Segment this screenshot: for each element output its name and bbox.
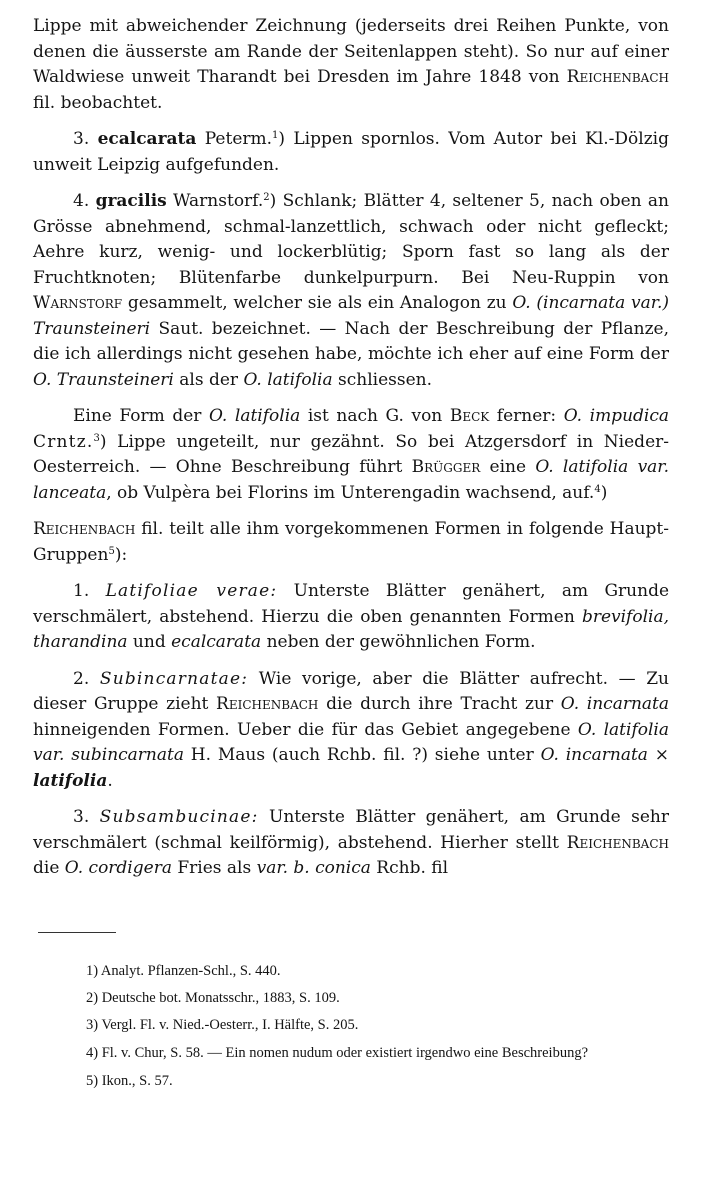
taxon-italic: O. (incarnata var.) Traunsteineri (33, 293, 669, 339)
footnote-4: 4) Fl. v. Chur, S. 58. — Ein nomen nudum oder existiert irgendwo eine Beschreibung? (86, 1045, 589, 1061)
footnote-3: 3) Vergl. Fl. v. Nied.-Oesterr., I. Hälfte, S. 205. (86, 1017, 359, 1033)
text-run: ist nach G. von (300, 406, 450, 426)
author-name: Reichenbach (566, 832, 669, 853)
taxon-italic: O. Traunsteineri (33, 369, 174, 390)
paragraph-group-latifoliae (33, 579, 669, 656)
taxon-italic: ecalcarata (171, 632, 262, 652)
author-name: Reichenbach (566, 67, 669, 87)
paragraph-gracilis (33, 189, 669, 393)
text-run: die durch ihre Tracht zur (318, 694, 561, 714)
item-number: 2. (73, 668, 100, 689)
item-number: 3. (73, 129, 98, 149)
text-run: Fries als (171, 858, 257, 878)
taxon-italic: O. latifolia (208, 406, 301, 426)
taxon-italic: latifolia (33, 770, 108, 791)
group-name: Subincarnatae: (99, 668, 249, 689)
footnote-ref: 5 (108, 545, 115, 557)
paragraph-impudica (33, 404, 669, 506)
author-name: Beck (449, 406, 490, 426)
text-run: H. Maus (auch Rchb. fil. ?) siehe unter (184, 745, 541, 765)
paragraph-groups-intro (33, 517, 669, 568)
paragraph-group-subsambucinae (33, 805, 669, 882)
item-number: 3. (73, 807, 100, 827)
text-run: als der (173, 369, 244, 390)
footnote-1: 1) Analyt. Pflanzen-Schl., S. 440. (86, 963, 281, 979)
text-run: ) (600, 482, 608, 503)
paragraph-lippe-variant (33, 14, 669, 116)
text-run: die (33, 858, 65, 878)
taxon-italic: O. impudica (563, 406, 669, 426)
footnote-divider (38, 932, 116, 933)
taxon-italic: O. latifolia var. lanceata (33, 457, 669, 503)
taxon-italic: var. b. conica (256, 858, 371, 878)
footnote-ref: 1 (272, 130, 279, 141)
item-number: 1. (73, 581, 106, 601)
text-run: und (127, 632, 172, 652)
text-run: Eine Form der (73, 406, 209, 426)
hybrid-sign: × (647, 745, 669, 765)
text-run: hinneigenden Formen. Ueber die für das Gebiet angegebene (33, 719, 578, 740)
author-name: Reichenbach (216, 694, 319, 714)
footnote-ref: 4 (594, 483, 601, 495)
paragraph-ecalcarata (33, 127, 669, 178)
text-run: ) Lippe ungeteilt, nur gezähnt. So bei Atzgersdorf in Nieder-Oesterreich. — Ohne Beschreibung führt (33, 431, 669, 477)
text-run: Unterste Blätter genähert, am Grunde sehr verschmälert (schmal keilförmig), abstehend. Hierher stellt (33, 807, 670, 853)
text-run: eine (480, 457, 536, 477)
footnotes (38, 958, 668, 1095)
footnote-5: 5) Ikon., S. 57. (86, 1073, 173, 1089)
text-run: schliessen. (332, 369, 432, 390)
taxon-italic: O. latifolia (243, 369, 333, 390)
text-run: fil. teilt alle ihm vorgekommenen Formen in folgende Haupt-Gruppen (33, 519, 669, 565)
text-run: ) Schlank; Blätter 4, seltener 5, nach oben an Grösse abnehmend, schmal-lanzettlich, schwach oder nicht gefleckt; Aehre kurz, wenig- und lockerblütig; Sporn fast so lang als der Fruchtknoten; Blütenfarbe dunkelpurpurn. Bei Neu-Ruppin von (33, 191, 670, 288)
author-name: Reichenbach (33, 519, 136, 539)
taxon-italic: O. cordigera (64, 858, 172, 878)
text-run: neben der gewöhnlichen Form. (261, 632, 536, 652)
group-name: Subsambucinae: (99, 807, 259, 827)
text-run: gesammelt, welcher sie als ein Analogon zu (122, 293, 513, 313)
taxon-italic: brevifolia, tharandina (33, 606, 669, 652)
main-text (33, 14, 669, 882)
author-name: Warnstorf (33, 293, 123, 313)
text-run: Wie vorige, aber die Blätter aufrecht. — Zu dieser Gruppe zieht (33, 668, 670, 714)
text-run: . (107, 770, 113, 791)
taxon-italic: O. incarnata (560, 694, 670, 714)
text-run: Lippe mit abweichender Zeichnung (jederseits drei Reihen Punkte, von denen die äusserste am Rande der Seitenlappen steht). So nur auf einer Waldwiese unweit Tharandt bei Dresden im Jahre 1848 von (33, 16, 669, 87)
text-run: ): (114, 544, 128, 565)
group-name: Latifoliae verae: (105, 581, 278, 601)
text-run: fil. beobachtet. (33, 92, 163, 113)
taxon-italic: O. incarnata (540, 745, 648, 765)
footnote-ref: 3 (93, 432, 100, 444)
text-run: ) Lippen spornlos. Vom Autor bei Kl.-Dölzig unweit Leipzig aufgefunden. (33, 129, 670, 175)
footnote-2: 2) Deutsche bot. Monatsschr., 1883, S. 109. (86, 990, 340, 1006)
text-run: , ob Vulpèra bei Florins im Unterengadin wachsend, auf. (106, 482, 595, 503)
text-run: Rchb. fil (370, 858, 449, 878)
text-run: Unterste Blätter genähert, am Grunde verschmälert, abstehend. Hierzu die oben genannten Formen (33, 581, 670, 627)
footnote-ref: 2 (263, 192, 270, 203)
item-number: 4. (73, 191, 96, 211)
taxon-name: ecalcarata (97, 129, 197, 149)
taxon-author: Crntz. (33, 431, 94, 452)
taxon-name: gracilis (95, 191, 167, 211)
taxon-italic: O. latifolia var. subincarnata (33, 719, 669, 765)
text-run: ferner: (489, 406, 564, 426)
author-name: Brügger (411, 457, 481, 477)
taxon-author: Warnstorf. (166, 191, 264, 211)
text-run: Saut. bezeichnet. — Nach der Beschreibung der Pflanze, die ich allerdings nicht gesehen habe, möchte ich eher auf eine Form der (33, 318, 669, 364)
paragraph-group-subincarnatae (33, 667, 669, 795)
taxon-author: Peterm. (196, 129, 273, 149)
